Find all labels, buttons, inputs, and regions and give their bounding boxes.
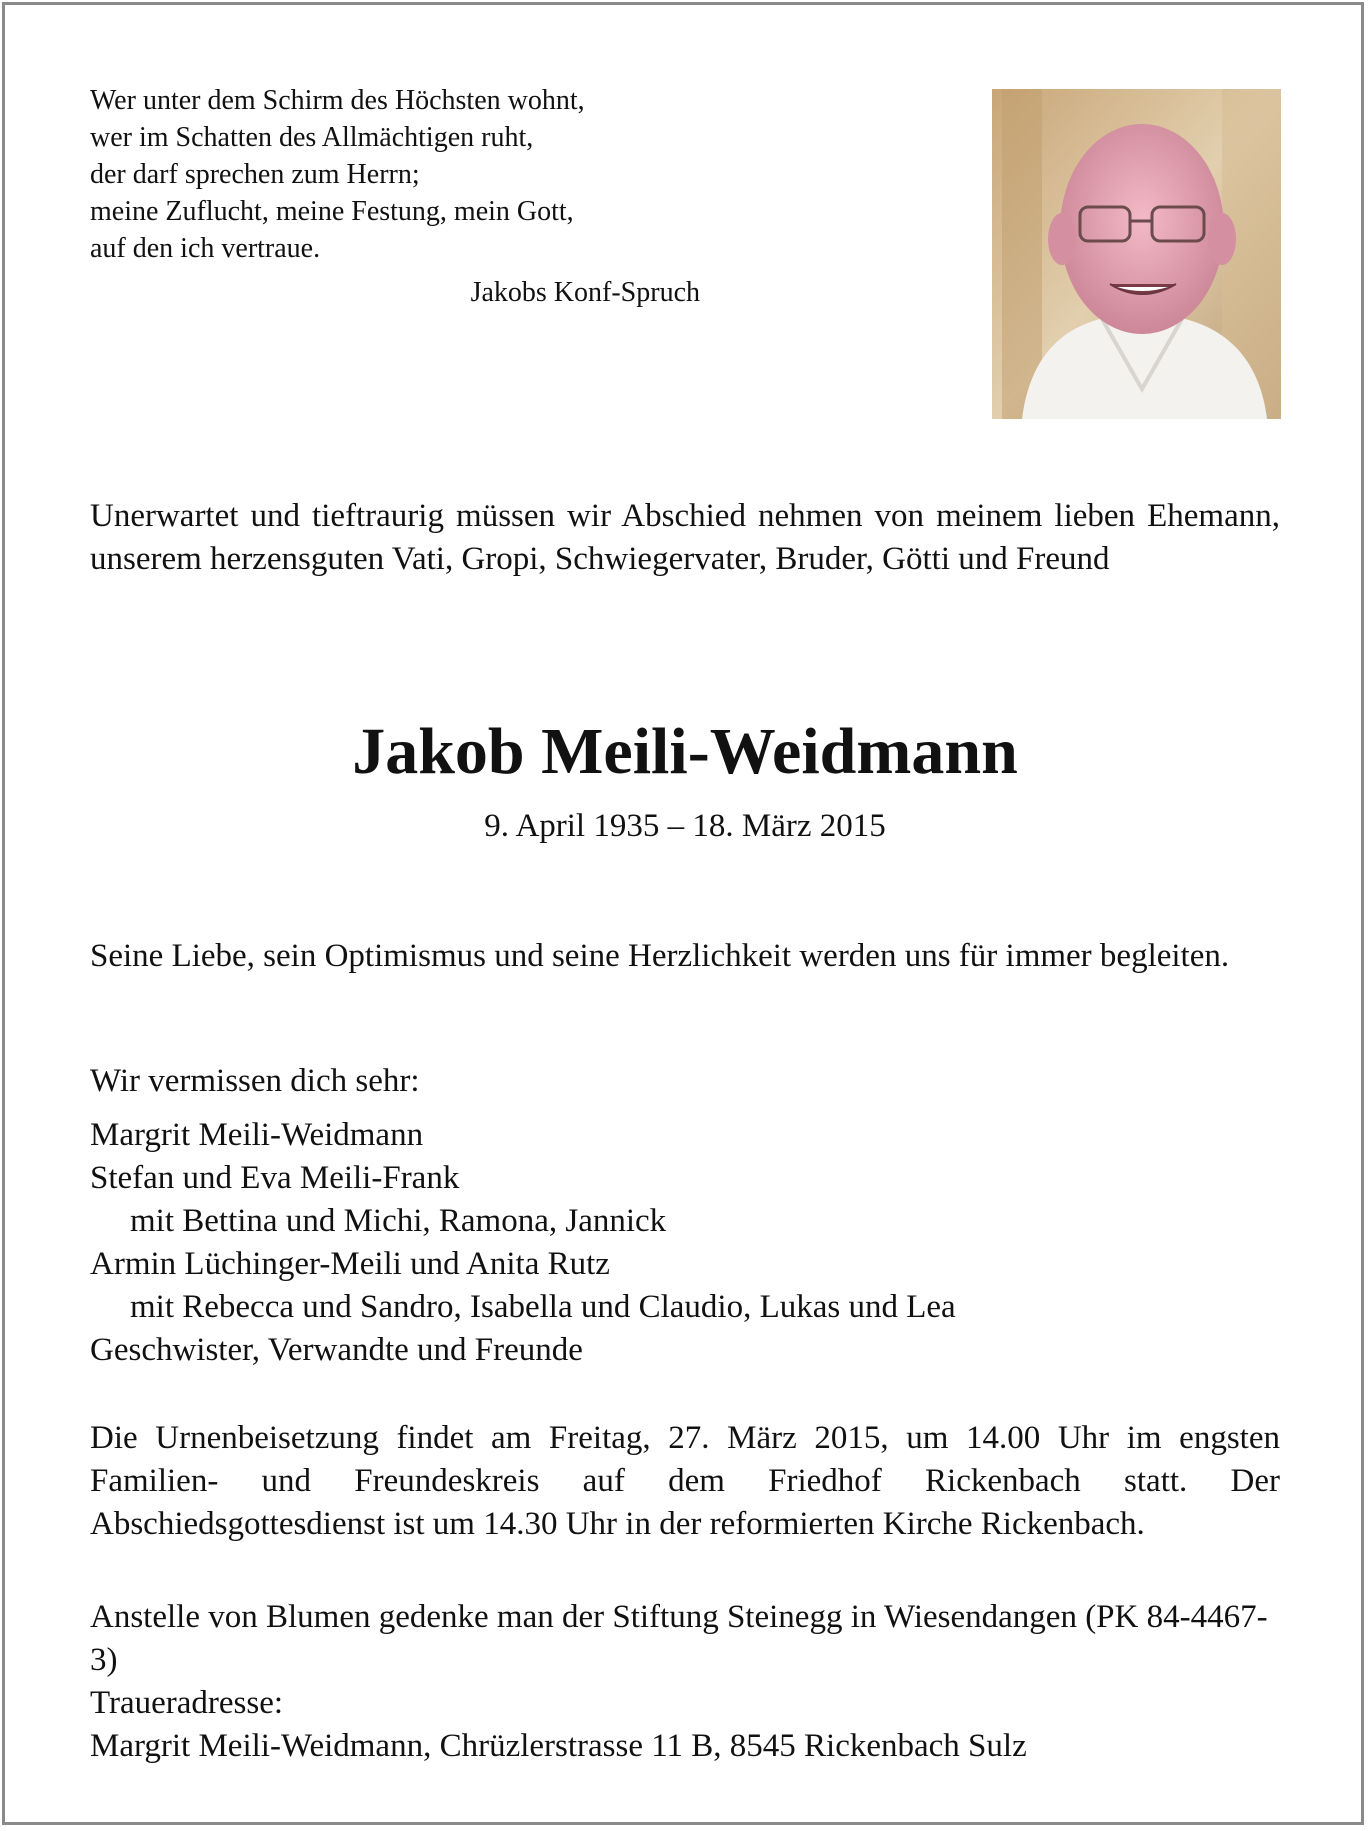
mourner-line: Margrit Meili-Weidmann — [90, 1117, 424, 1153]
life-dates: 9. April 1935 – 18. März 2015 — [484, 808, 886, 844]
mourner-line: Geschwister, Verwandte und Freunde — [90, 1332, 583, 1368]
deceased-name: Jakob Meili-Weidmann — [352, 715, 1018, 788]
announcement-intro: Unerwartet und tieftraurig müssen wir Abschied nehmen von meinem lieben Ehemann, unserem herzensguten Vati, Gropi, Schwiegervater, Bruder, Götti und Freund — [90, 498, 1280, 577]
address-label: Traueradresse: — [90, 1685, 284, 1721]
donation-info: Anstelle von Blumen gedenke man der Stiftung Steinegg in Wiesendangen (PK 84-4467-3) — [90, 1599, 1268, 1678]
verse-line: auf den ich vertraue. — [90, 233, 321, 264]
verse-line: meine Zuflucht, meine Festung, mein Gott, — [90, 196, 574, 227]
portrait-illustration — [992, 89, 1281, 419]
bible-verse — [90, 82, 730, 311]
verse-source: Jakobs Konf-Spruch — [470, 277, 700, 308]
address-value: Margrit Meili-Weidmann, Chrüzlerstrasse 11 B, 8545 Rickenbach Sulz — [90, 1728, 1027, 1764]
verse-line: wer im Schatten des Allmächtigen ruht, — [90, 122, 534, 153]
mourner-line: Stefan und Eva Meili-Frank — [90, 1160, 460, 1196]
mourners-heading: Wir vermissen dich sehr: — [90, 1063, 420, 1099]
verse-line: Wer unter dem Schirm des Höchsten wohnt, — [90, 85, 585, 116]
ceremony-info: Die Urnenbeisetzung findet am Freitag, 27. März 2015, um 14.00 Uhr im engsten Familien- und Freundeskreis auf dem Friedhof Rickenbach statt. Der Abschiedsgottesdienst ist um 14.30 Uhr in der reformierten Kirche Rickenbach. — [90, 1420, 1280, 1542]
mourning-address — [90, 1682, 1280, 1768]
portrait-photo — [992, 89, 1281, 419]
mourner-line: mit Bettina und Michi, Ramona, Jannick — [130, 1203, 667, 1239]
verse-line: der darf sprechen zum Herrn; — [90, 159, 420, 190]
mourner-line: mit Rebecca und Sandro, Isabella und Claudio, Lukas und Lea — [130, 1289, 956, 1325]
tribute-text: Seine Liebe, sein Optimismus und seine Herzlichkeit werden uns für immer begleiten. — [90, 938, 1230, 974]
mourners-list — [90, 1114, 1280, 1372]
mourner-line: Armin Lüchinger-Meili und Anita Rutz — [90, 1246, 610, 1282]
